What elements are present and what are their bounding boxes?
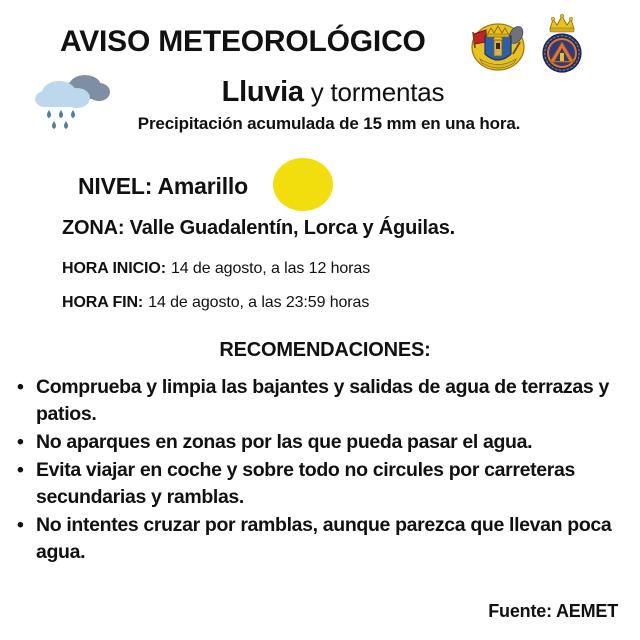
alert-level-label: NIVEL: Amarillo	[78, 173, 248, 199]
end-time-value: 14 de agosto, a las 23:59 horas	[148, 294, 370, 311]
end-time-line	[62, 294, 369, 312]
recommendation-text: Comprueba y limpia las bajantes y salidas de agua de terrazas y patios.	[36, 376, 609, 425]
start-time-label: HORA INICIO:	[62, 260, 166, 277]
recommendation-text: No aparques en zonas por las que pueda pasar el agua.	[36, 431, 533, 453]
end-time-label: HORA FIN:	[62, 294, 144, 311]
page-title: AVISO METEOROLÓGICO	[60, 25, 426, 58]
recommendations-heading: RECOMENDACIONES:	[219, 339, 431, 361]
recommendation-item	[14, 457, 626, 511]
bullet-icon: •	[17, 376, 24, 398]
precipitation-detail: Precipitación acumulada de 15 mm en una hora.	[137, 114, 521, 133]
phenomenon-secondary: y tormentas	[303, 77, 445, 107]
recommendation-item	[14, 512, 626, 566]
start-time-line	[62, 260, 370, 278]
source-attribution: Fuente: AEMET	[488, 601, 618, 621]
phenomenon-line	[0, 76, 640, 109]
recommendation-item	[14, 374, 626, 428]
recommendation-text: Evita viajar en coche y sobre todo no circules por carreteras secundarias y ramblas.	[36, 459, 575, 508]
proteccion-civil-emblem	[534, 12, 590, 79]
emblem-group	[466, 10, 594, 74]
alert-level-row	[78, 162, 333, 211]
bullet-icon: •	[17, 514, 24, 536]
recommendation-text: No intentes cruzar por ramblas, aunque parezca que llevan poca agua.	[36, 514, 612, 563]
start-time-value: 14 de agosto, a las 12 horas	[170, 260, 371, 277]
bullet-icon: •	[17, 431, 24, 453]
zone-line: ZONA: Valle Guadalentín, Lorca y Águilas.	[62, 217, 456, 239]
bullet-icon: •	[17, 459, 24, 481]
recommendation-item	[14, 429, 626, 456]
phenomenon-primary: Lluvia	[221, 76, 304, 108]
alert-level-color-indicator	[273, 158, 333, 211]
recommendations-list	[14, 374, 626, 567]
lorca-coat-of-arms-emblem	[470, 18, 526, 77]
